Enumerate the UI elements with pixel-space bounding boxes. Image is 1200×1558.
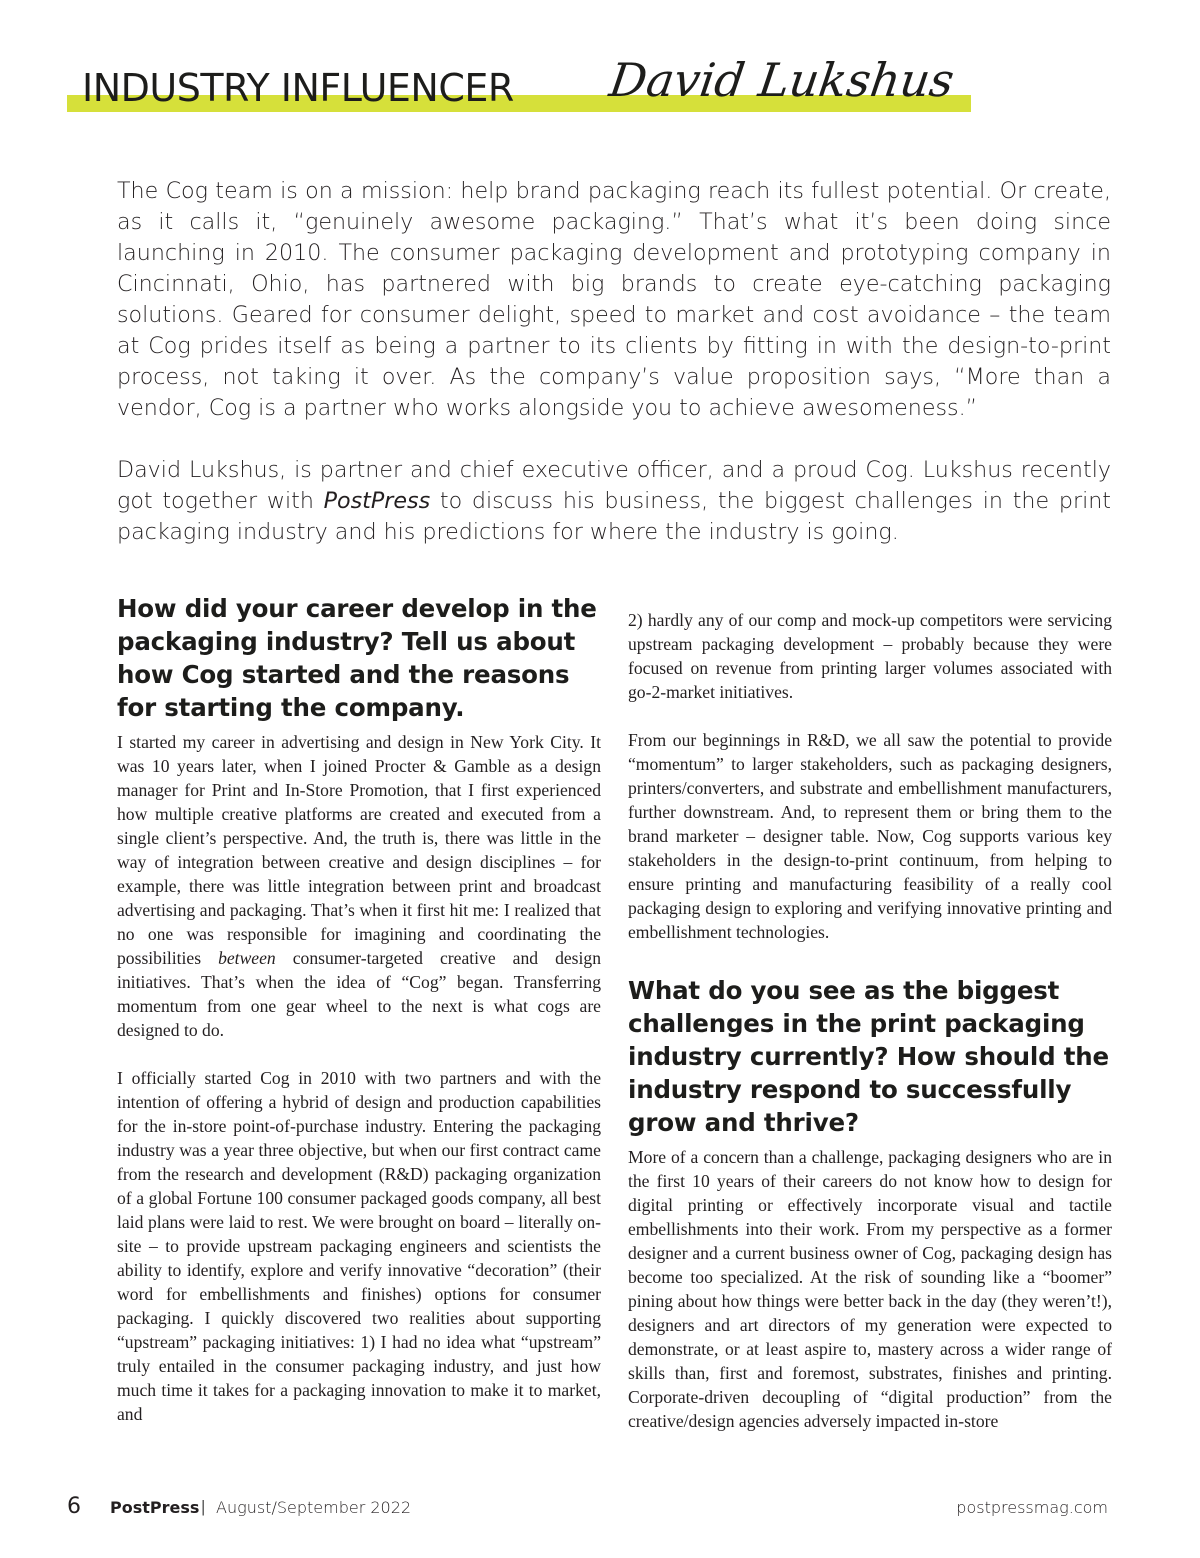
question-1-heading: How did your career develop in the packaging industry? Tell us about how Cog started and the reasons for starting the company. bbox=[117, 594, 597, 722]
intro-paragraph-1: The Cog team is on a mission: help brand packaging reach its fullest potential. Or create, as it calls it, “genuinely awesome packaging.” That’s what it’s been doing since launching in 2010. The consumer packaging development and prototyping company in Cincinnati, Ohio, has partnered with big brands to create eye-catching packaging solutions. Geared for consumer delight, speed to market and cost avoidance – the team at Cog prides itself as being a partner to its clients by fitting in with the design-to-print process, not taking it over. As the company’s value proposition says, “More than a vendor, Cog is a partner who works alongside you to achieve awesomeness.” bbox=[117, 178, 1111, 421]
footer-separator: | bbox=[201, 1497, 206, 1516]
publication-name: PostPress bbox=[323, 488, 431, 514]
section-title: INDUSTRY INFLUENCER bbox=[82, 66, 514, 110]
left-column bbox=[117, 592, 601, 1426]
answer-2-paragraph-1: More of a concern than a challenge, packaging designers who are in the first 10 years of their careers do not know how to design for digital printing or effectively incorporate visual and tactile embellishments into their work. From my perspective as a former designer and a current business owner of Cog, packaging design has become too specialized. At the risk of sounding like a “boomer” pining about how things were better back in the day (they weren’t!), designers and art directors of my generation were expected to demonstrate, or at least aspire to, mastery across a wider range of skills than, first and foremost, substrates, finishes and printing. Corporate-driven decoupling of “digital production” from the creative/design agencies adversely impacted in-store bbox=[628, 1147, 1112, 1431]
magazine-name: PostPress bbox=[110, 1498, 200, 1517]
page-footer bbox=[0, 1490, 1200, 1520]
issue-date: August/September 2022 bbox=[216, 1498, 412, 1517]
influencer-name-signature: David Lukshus bbox=[606, 53, 958, 107]
answer-1-paragraph-2: I officially started Cog in 2010 with two partners and with the intention of offering a hybrid of design and production capabilities for the in-store point-of-purchase industry. Entering the packaging industry was a year three objective, but when our first contract came from the research and development (R&D) packaging organization of a global Fortune 100 consumer packaged goods company, all best laid plans were laid to rest. We were brought on board – literally on-site – to provide upstream packaging engineers and scientists the ability to identify, explore and verify innovative “decoration” (their word for embellishments and finishes) options for consumer packaging. I quickly discovered two realities about supporting “upstream” packaging initiatives: 1) I had no idea what “upstream” truly entailed in the consumer packaging industry, and just how much time it takes for a packaging innovation to make it to market, and bbox=[117, 1068, 601, 1424]
website-url: postpressmag.com bbox=[956, 1498, 1108, 1517]
page-header bbox=[0, 0, 1200, 130]
answer-1-paragraph-3: From our beginnings in R&D, we all saw the potential to provide “momentum” to larger stakeholders, such as packaging designers, printers/converters, and substrate and embellishment manufacturers, further downstream. And, to represent them or bring them to the brand marketer – designer table. Now, Cog supports various key stakeholders in the design-to-print continuum, from helping to ensure printing and manufacturing feasibility of a really cool packaging design to exploring and verifying innovative printing and embellishment technologies. bbox=[628, 730, 1112, 942]
intro bbox=[117, 176, 1111, 548]
page-number: 6 bbox=[67, 1494, 81, 1519]
right-column bbox=[628, 608, 1112, 1433]
question-2-heading: What do you see as the biggest challenges in the print packaging industry currently? How should the industry respond to successfully grow and thrive? bbox=[628, 976, 1109, 1137]
answer-1-paragraph-1: I started my career in advertising and design in New York City. It was 10 years later, when I joined Procter & Gamble as a design manager for Print and In-Store Promotion, that I first experienced how multiple creative platforms are created and executed from a single client’s perspective. And, the truth is, there was little in the way of integration between creative and design disciplines – for example, there was little integration between print and broadcast advertising and packaging. That’s when it first hit me: I realized that no one was responsible for imagining and coordinating the possibilities between consumer-targeted creative and design initiatives. That’s when the idea of “Cog” began. Transferring momentum from one gear wheel to the next is what cogs are designed to do. bbox=[117, 732, 602, 1040]
answer-1-paragraph-2-continued: 2) hardly any of our comp and mock-up competitors were servicing upstream packaging development – probably because they were focused on revenue from printing larger volumes associated with go-2-market initiatives. bbox=[628, 610, 1112, 702]
intro-paragraph-2: David Lukshus, is partner and chief executive officer, and a proud Cog. Lukshus recently got together with PostPress to discuss his business, the biggest challenges in the print packaging industry and his predictions for where the industry is going. bbox=[117, 457, 1111, 545]
